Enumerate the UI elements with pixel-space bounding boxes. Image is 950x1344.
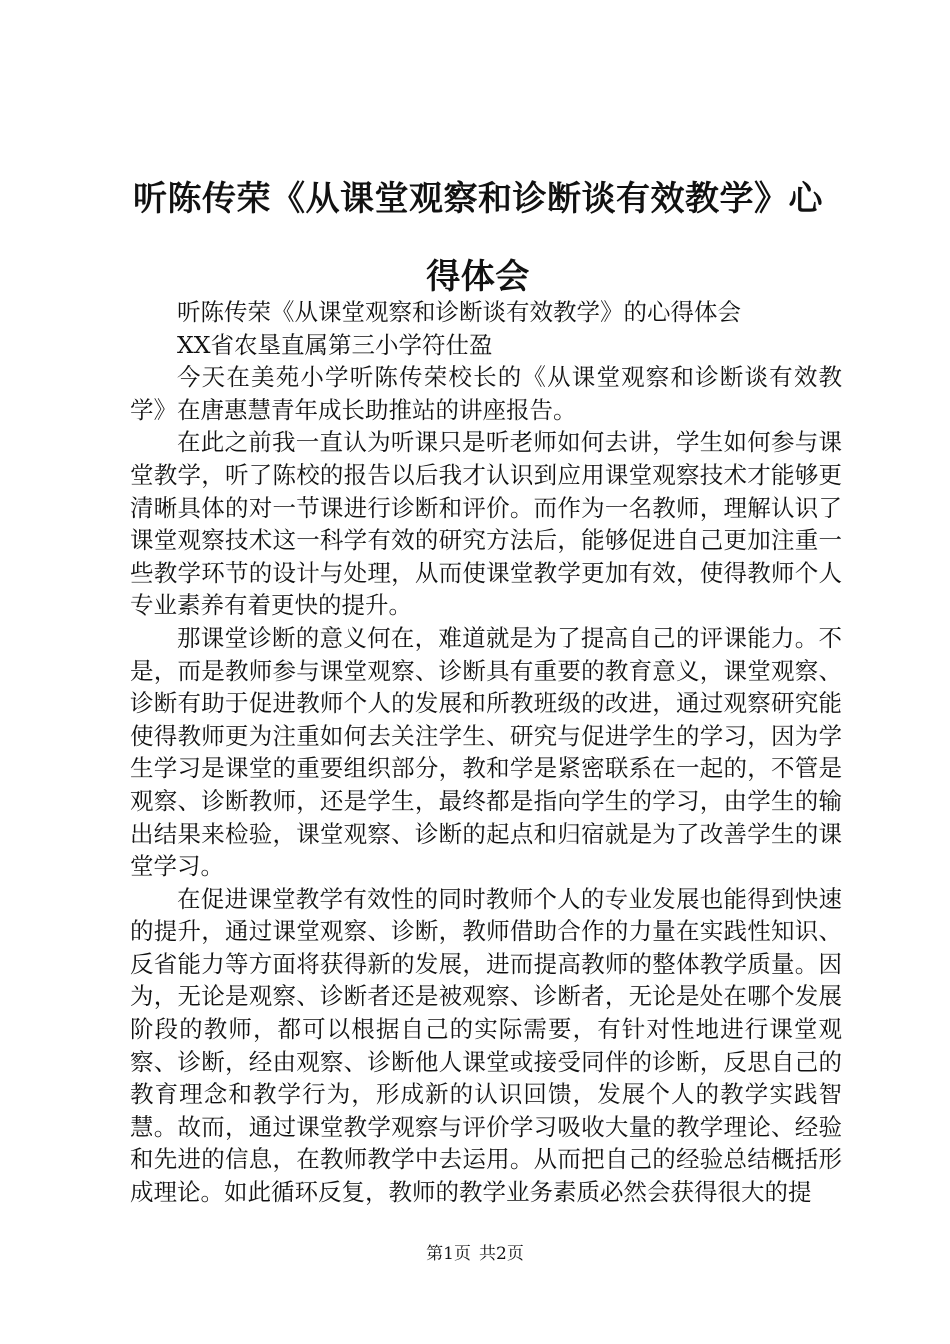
page-number: 第1页 (426, 1244, 471, 1264)
page-footer (0, 1243, 950, 1265)
paragraph-diagnosis: 那课堂诊断的意义何在，难道就是为了提高自己的评课能力。不是，而是教师参与课堂观察、诊断具有重要的教育意义，课堂观察、诊断有助于促进教师个人的发展和所教班级的改进，通过观察研究能使得教师更为注重如何去关注学生、研究与促进学生的学习，因为学生学习是课堂的重要组织部分，教和学是紧密联系在一起的，不管是观察、诊断教师，还是学生，最终都是指向学生的学习，由学生的输出结果来检验，课堂观察、诊断的起点和归宿就是为了改善学生的课堂学习。 (130, 623, 842, 881)
paragraph-development: 在促进课堂教学有效性的同时教师个人的专业发展也能得到快速的提升，通过课堂观察、诊断，教师借助合作的力量在实践性知识、反省能力等方面将获得新的发展，进而提高教师的整体教学质量。因为，无论是观察、诊断者还是被观察、诊断者，无论是处在哪个发展阶段的教师，都可以根据自己的实际需要，有针对性地进行课堂观察、诊断，经由观察、诊断他人课堂或接受同伴的诊断，反思自己的教育理念和教学行为，形成新的认识回馈，发展个人的教学实践智慧。故而，通过课堂教学观察与评价学习吸收大量的教学理论、经验和先进的信息，在教师教学中去运用。从而把自己的经验总结概括形成理论。如此循环反复，教师的教学业务素质必然会获得很大的提 (130, 884, 842, 1207)
page-total: 共2页 (479, 1244, 524, 1264)
paragraph-observation: 在此之前我一直认为听课只是听老师如何去讲，学生如何参与课堂教学，听了陈校的报告以后我才认识到应用课堂观察技术才能够更清晰具体的对一节课进行诊断和评价。而作为一名教师，理解认识了课堂观察技术这一科学有效的研究方法后，能够促进自己更加注重一些教学环节的设计与处理，从而使课堂教学更加有效，使得教师个人专业素养有着更快的提升。 (130, 428, 842, 620)
paragraph-intro: 今天在美苑小学听陈传荣校长的《从课堂观察和诊断谈有效教学》在唐惠慧青年成长助推站的讲座报告。 (130, 363, 842, 424)
document-body (130, 296, 842, 1209)
document-title: 听陈传荣《从课堂观察和诊断谈有效教学》心得体会 (133, 179, 823, 297)
paragraph-subtitle: 听陈传荣《从课堂观察和诊断谈有效教学》的心得体会 (177, 298, 741, 326)
paragraph-author: XX省农垦直属第三小学符仕盈 (177, 330, 493, 359)
